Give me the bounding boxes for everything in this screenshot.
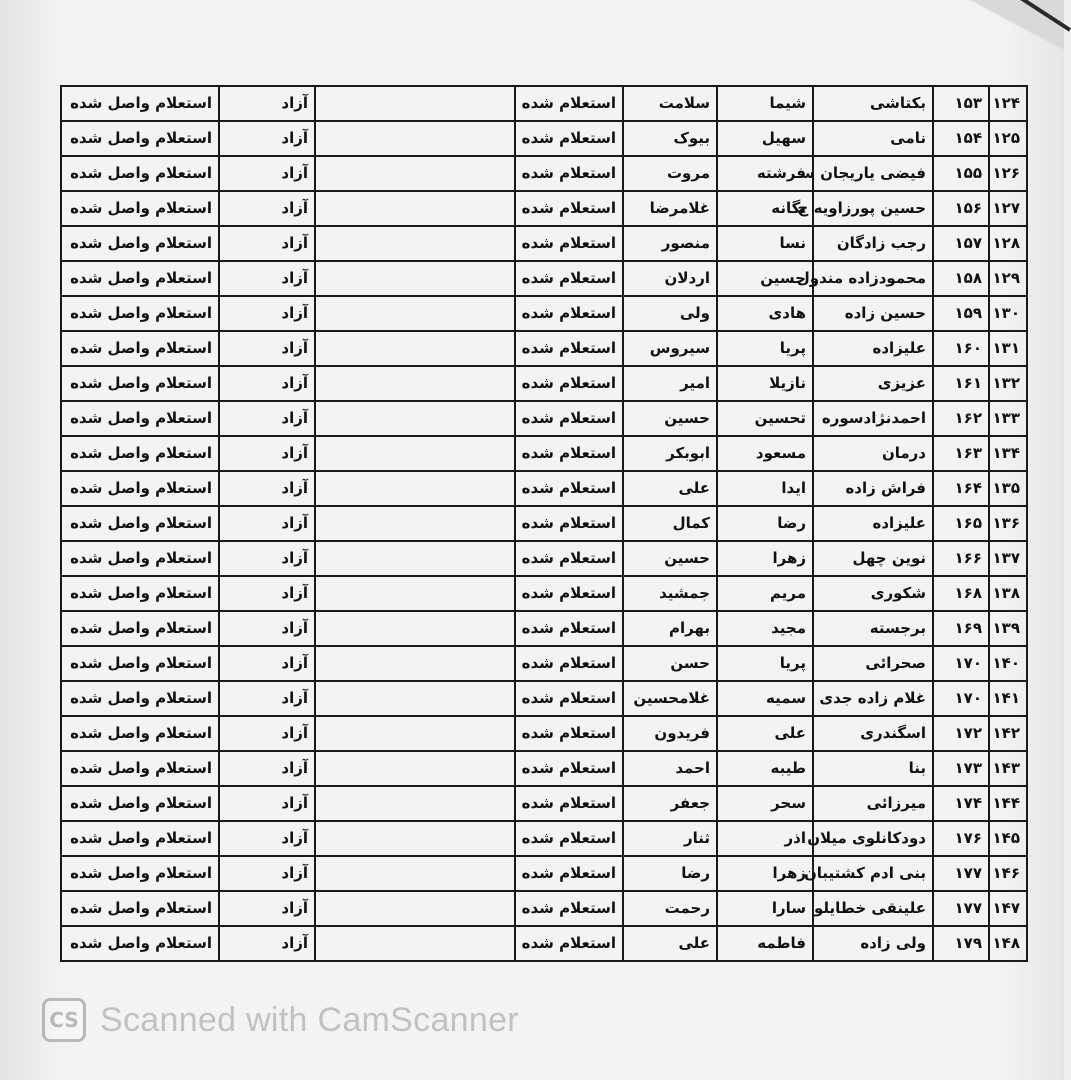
row-number-cell: ۱۲۴ xyxy=(989,86,1027,121)
result-cell: استعلام واصل شده xyxy=(61,156,219,191)
result-cell: استعلام واصل شده xyxy=(61,716,219,751)
status-cell: آزاد xyxy=(219,856,315,891)
table-row xyxy=(61,471,1027,506)
row-number-cell: ۱۴۵ xyxy=(989,821,1027,856)
remark-cell xyxy=(315,366,515,401)
row-number-cell: ۱۲۷ xyxy=(989,191,1027,226)
camscanner-logo-icon: CS xyxy=(42,998,86,1042)
last-name-cell: غلام زاده جدی xyxy=(813,681,933,716)
remark-cell xyxy=(315,541,515,576)
row-number-cell: ۱۴۷ xyxy=(989,891,1027,926)
row-number-cell: ۱۴۱ xyxy=(989,681,1027,716)
result-cell: استعلام واصل شده xyxy=(61,226,219,261)
row-number-cell: ۱۲۶ xyxy=(989,156,1027,191)
result-cell: استعلام واصل شده xyxy=(61,541,219,576)
last-name-cell: صحرائی xyxy=(813,646,933,681)
first-name-cell: حسین xyxy=(717,261,813,296)
inquiry-cell: استعلام شده xyxy=(515,191,623,226)
result-cell: استعلام واصل شده xyxy=(61,751,219,786)
id-cell: ۱۷۷ xyxy=(933,891,989,926)
result-cell: استعلام واصل شده xyxy=(61,681,219,716)
result-cell: استعلام واصل شده xyxy=(61,86,219,121)
row-number-cell: ۱۲۸ xyxy=(989,226,1027,261)
father-name-cell: ابوبکر xyxy=(623,436,717,471)
status-cell: آزاد xyxy=(219,821,315,856)
father-name-cell: کمال xyxy=(623,506,717,541)
last-name-cell: بکتاشی xyxy=(813,86,933,121)
first-name-cell: مجید xyxy=(717,611,813,646)
father-name-cell: بیوک xyxy=(623,121,717,156)
result-cell: استعلام واصل شده xyxy=(61,191,219,226)
table-row xyxy=(61,506,1027,541)
father-name-cell: جمشید xyxy=(623,576,717,611)
id-cell: ۱۵۹ xyxy=(933,296,989,331)
remark-cell xyxy=(315,261,515,296)
remark-cell xyxy=(315,296,515,331)
id-cell: ۱۵۵ xyxy=(933,156,989,191)
status-cell: آزاد xyxy=(219,716,315,751)
status-cell: آزاد xyxy=(219,541,315,576)
first-name-cell: ایدا xyxy=(717,471,813,506)
id-cell: ۱۷۲ xyxy=(933,716,989,751)
first-name-cell: سمیه xyxy=(717,681,813,716)
row-number-cell: ۱۳۹ xyxy=(989,611,1027,646)
status-cell: آزاد xyxy=(219,261,315,296)
inquiry-cell: استعلام شده xyxy=(515,821,623,856)
last-name-cell: بنی ادم کشتیبان xyxy=(813,856,933,891)
remark-cell xyxy=(315,751,515,786)
inquiry-cell: استعلام شده xyxy=(515,156,623,191)
row-number-cell: ۱۳۲ xyxy=(989,366,1027,401)
table-row xyxy=(61,856,1027,891)
father-name-cell: منصور xyxy=(623,226,717,261)
last-name-cell: نوین چهل xyxy=(813,541,933,576)
first-name-cell: رضا xyxy=(717,506,813,541)
table-row xyxy=(61,436,1027,471)
inquiry-cell: استعلام شده xyxy=(515,926,623,961)
last-name-cell: احمدنژادسوره xyxy=(813,401,933,436)
father-name-cell: علی xyxy=(623,926,717,961)
remark-cell xyxy=(315,821,515,856)
last-name-cell: محمودزاده مندول xyxy=(813,261,933,296)
first-name-cell: زهرا xyxy=(717,541,813,576)
first-name-cell: اذر xyxy=(717,821,813,856)
inquiry-cell: استعلام شده xyxy=(515,646,623,681)
inquiry-cell: استعلام شده xyxy=(515,506,623,541)
inquiry-cell: استعلام شده xyxy=(515,331,623,366)
first-name-cell: علی xyxy=(717,716,813,751)
father-name-cell: رضا xyxy=(623,856,717,891)
row-number-cell: ۱۳۳ xyxy=(989,401,1027,436)
id-cell: ۱۶۶ xyxy=(933,541,989,576)
first-name-cell: تحسین xyxy=(717,401,813,436)
page-corner-fold xyxy=(954,0,1064,70)
remark-cell xyxy=(315,401,515,436)
inquiry-cell: استعلام شده xyxy=(515,226,623,261)
inquiry-cell: استعلام شده xyxy=(515,856,623,891)
father-name-cell: حسین xyxy=(623,401,717,436)
first-name-cell: مریم xyxy=(717,576,813,611)
row-number-cell: ۱۳۱ xyxy=(989,331,1027,366)
id-cell: ۱۷۶ xyxy=(933,821,989,856)
status-cell: آزاد xyxy=(219,751,315,786)
first-name-cell: فاطمه xyxy=(717,926,813,961)
first-name-cell: یگانه xyxy=(717,191,813,226)
roster-table xyxy=(60,85,1028,962)
result-cell: استعلام واصل شده xyxy=(61,331,219,366)
table-row xyxy=(61,926,1027,961)
father-name-cell: رحمت xyxy=(623,891,717,926)
father-name-cell: بهرام xyxy=(623,611,717,646)
inquiry-cell: استعلام شده xyxy=(515,611,623,646)
father-name-cell: مروت xyxy=(623,156,717,191)
last-name-cell: حسین زاده xyxy=(813,296,933,331)
first-name-cell: مسعود xyxy=(717,436,813,471)
last-name-cell: بنا xyxy=(813,751,933,786)
remark-cell xyxy=(315,646,515,681)
first-name-cell: پریا xyxy=(717,331,813,366)
id-cell: ۱۶۳ xyxy=(933,436,989,471)
result-cell: استعلام واصل شده xyxy=(61,401,219,436)
inquiry-cell: استعلام شده xyxy=(515,576,623,611)
remark-cell xyxy=(315,226,515,261)
table-row xyxy=(61,751,1027,786)
last-name-cell: برجسته xyxy=(813,611,933,646)
first-name-cell: سارا xyxy=(717,891,813,926)
status-cell: آزاد xyxy=(219,226,315,261)
status-cell: آزاد xyxy=(219,681,315,716)
inquiry-cell: استعلام شده xyxy=(515,716,623,751)
remark-cell xyxy=(315,786,515,821)
inquiry-cell: استعلام شده xyxy=(515,261,623,296)
status-cell: آزاد xyxy=(219,611,315,646)
status-cell: آزاد xyxy=(219,576,315,611)
table-row xyxy=(61,261,1027,296)
father-name-cell: سلامت xyxy=(623,86,717,121)
result-cell: استعلام واصل شده xyxy=(61,786,219,821)
father-name-cell: اردلان xyxy=(623,261,717,296)
table-row xyxy=(61,716,1027,751)
table-row xyxy=(61,681,1027,716)
first-name-cell: شیما xyxy=(717,86,813,121)
table-row xyxy=(61,331,1027,366)
status-cell: آزاد xyxy=(219,86,315,121)
id-cell: ۱۵۷ xyxy=(933,226,989,261)
id-cell: ۱۶۸ xyxy=(933,576,989,611)
status-cell: آزاد xyxy=(219,506,315,541)
camscanner-watermark xyxy=(42,996,519,1044)
result-cell: استعلام واصل شده xyxy=(61,261,219,296)
inquiry-cell: استعلام شده xyxy=(515,296,623,331)
status-cell: آزاد xyxy=(219,891,315,926)
inquiry-cell: استعلام شده xyxy=(515,786,623,821)
row-number-cell: ۱۴۲ xyxy=(989,716,1027,751)
result-cell: استعلام واصل شده xyxy=(61,646,219,681)
roster-body xyxy=(61,86,1027,961)
id-cell: ۱۵۴ xyxy=(933,121,989,156)
first-name-cell: پریا xyxy=(717,646,813,681)
remark-cell xyxy=(315,191,515,226)
id-cell: ۱۷۷ xyxy=(933,856,989,891)
table-row xyxy=(61,576,1027,611)
row-number-cell: ۱۳۶ xyxy=(989,506,1027,541)
first-name-cell: سهیل xyxy=(717,121,813,156)
last-name-cell: دودکانلوی میلان xyxy=(813,821,933,856)
last-name-cell: میرزائی xyxy=(813,786,933,821)
table-row xyxy=(61,786,1027,821)
row-number-cell: ۱۳۸ xyxy=(989,576,1027,611)
result-cell: استعلام واصل شده xyxy=(61,506,219,541)
table-row xyxy=(61,366,1027,401)
remark-cell xyxy=(315,156,515,191)
row-number-cell: ۱۳۴ xyxy=(989,436,1027,471)
inquiry-cell: استعلام شده xyxy=(515,366,623,401)
first-name-cell: طیبه xyxy=(717,751,813,786)
result-cell: استعلام واصل شده xyxy=(61,121,219,156)
row-number-cell: ۱۳۰ xyxy=(989,296,1027,331)
row-number-cell: ۱۴۰ xyxy=(989,646,1027,681)
inquiry-cell: استعلام شده xyxy=(515,751,623,786)
remark-cell xyxy=(315,926,515,961)
result-cell: استعلام واصل شده xyxy=(61,821,219,856)
father-name-cell: غلامحسین xyxy=(623,681,717,716)
remark-cell xyxy=(315,576,515,611)
status-cell: آزاد xyxy=(219,436,315,471)
table-row xyxy=(61,86,1027,121)
table-row xyxy=(61,226,1027,261)
first-name-cell: سحر xyxy=(717,786,813,821)
id-cell: ۱۷۹ xyxy=(933,926,989,961)
table-row xyxy=(61,191,1027,226)
last-name-cell: علیزاده xyxy=(813,331,933,366)
inquiry-cell: استعلام شده xyxy=(515,541,623,576)
inquiry-cell: استعلام شده xyxy=(515,121,623,156)
father-name-cell: ثنار xyxy=(623,821,717,856)
inquiry-cell: استعلام شده xyxy=(515,681,623,716)
status-cell: آزاد xyxy=(219,191,315,226)
remark-cell xyxy=(315,331,515,366)
first-name-cell: نازیلا xyxy=(717,366,813,401)
father-name-cell: حسین xyxy=(623,541,717,576)
inquiry-cell: استعلام شده xyxy=(515,401,623,436)
result-cell: استعلام واصل شده xyxy=(61,611,219,646)
father-name-cell: امیر xyxy=(623,366,717,401)
row-number-cell: ۱۳۵ xyxy=(989,471,1027,506)
last-name-cell: ولی زاده xyxy=(813,926,933,961)
last-name-cell: علیزاده xyxy=(813,506,933,541)
status-cell: آزاد xyxy=(219,366,315,401)
status-cell: آزاد xyxy=(219,121,315,156)
status-cell: آزاد xyxy=(219,786,315,821)
result-cell: استعلام واصل شده xyxy=(61,366,219,401)
remark-cell xyxy=(315,681,515,716)
row-number-cell: ۱۴۶ xyxy=(989,856,1027,891)
result-cell: استعلام واصل شده xyxy=(61,576,219,611)
last-name-cell: شکوری xyxy=(813,576,933,611)
father-name-cell: حسن xyxy=(623,646,717,681)
father-name-cell: ولی xyxy=(623,296,717,331)
status-cell: آزاد xyxy=(219,156,315,191)
row-number-cell: ۱۴۳ xyxy=(989,751,1027,786)
result-cell: استعلام واصل شده xyxy=(61,436,219,471)
status-cell: آزاد xyxy=(219,331,315,366)
remark-cell xyxy=(315,506,515,541)
remark-cell xyxy=(315,716,515,751)
id-cell: ۱۷۰ xyxy=(933,681,989,716)
row-number-cell: ۱۲۹ xyxy=(989,261,1027,296)
remark-cell xyxy=(315,471,515,506)
id-cell: ۱۵۸ xyxy=(933,261,989,296)
last-name-cell: حسین پورزاویه ج xyxy=(813,191,933,226)
id-cell: ۱۶۴ xyxy=(933,471,989,506)
remark-cell xyxy=(315,86,515,121)
last-name-cell: عزیزی xyxy=(813,366,933,401)
table-row xyxy=(61,646,1027,681)
row-number-cell: ۱۳۷ xyxy=(989,541,1027,576)
status-cell: آزاد xyxy=(219,401,315,436)
result-cell: استعلام واصل شده xyxy=(61,296,219,331)
table-row xyxy=(61,611,1027,646)
remark-cell xyxy=(315,891,515,926)
father-name-cell: فریدون xyxy=(623,716,717,751)
id-cell: ۱۶۰ xyxy=(933,331,989,366)
id-cell: ۱۶۲ xyxy=(933,401,989,436)
inquiry-cell: استعلام شده xyxy=(515,471,623,506)
father-name-cell: جعفر xyxy=(623,786,717,821)
father-name-cell: علی xyxy=(623,471,717,506)
status-cell: آزاد xyxy=(219,296,315,331)
table-row xyxy=(61,401,1027,436)
row-number-cell: ۱۴۴ xyxy=(989,786,1027,821)
id-cell: ۱۷۴ xyxy=(933,786,989,821)
remark-cell xyxy=(315,436,515,471)
table-row xyxy=(61,821,1027,856)
first-name-cell: زهرا xyxy=(717,856,813,891)
father-name-cell: سیروس xyxy=(623,331,717,366)
first-name-cell: فرشته xyxy=(717,156,813,191)
last-name-cell: فراش زاده xyxy=(813,471,933,506)
remark-cell xyxy=(315,611,515,646)
table-row xyxy=(61,156,1027,191)
last-name-cell: رجب زادگان xyxy=(813,226,933,261)
result-cell: استعلام واصل شده xyxy=(61,891,219,926)
result-cell: استعلام واصل شده xyxy=(61,471,219,506)
table-row xyxy=(61,891,1027,926)
remark-cell xyxy=(315,856,515,891)
status-cell: آزاد xyxy=(219,646,315,681)
id-cell: ۱۵۳ xyxy=(933,86,989,121)
father-name-cell: غلامرضا xyxy=(623,191,717,226)
last-name-cell: اسگندری xyxy=(813,716,933,751)
remark-cell xyxy=(315,121,515,156)
last-name-cell: نامی xyxy=(813,121,933,156)
id-cell: ۱۵۶ xyxy=(933,191,989,226)
table-row xyxy=(61,296,1027,331)
first-name-cell: نسا xyxy=(717,226,813,261)
inquiry-cell: استعلام شده xyxy=(515,86,623,121)
last-name-cell: درمان xyxy=(813,436,933,471)
inquiry-cell: استعلام شده xyxy=(515,891,623,926)
result-cell: استعلام واصل شده xyxy=(61,926,219,961)
id-cell: ۱۶۹ xyxy=(933,611,989,646)
last-name-cell: علینقی خطایلو xyxy=(813,891,933,926)
status-cell: آزاد xyxy=(219,471,315,506)
id-cell: ۱۶۵ xyxy=(933,506,989,541)
row-number-cell: ۱۲۵ xyxy=(989,121,1027,156)
result-cell: استعلام واصل شده xyxy=(61,856,219,891)
row-number-cell: ۱۴۸ xyxy=(989,926,1027,961)
table-row xyxy=(61,541,1027,576)
father-name-cell: احمد xyxy=(623,751,717,786)
status-cell: آزاد xyxy=(219,926,315,961)
first-name-cell: هادی xyxy=(717,296,813,331)
id-cell: ۱۷۰ xyxy=(933,646,989,681)
table-row xyxy=(61,121,1027,156)
watermark-text: Scanned with CamScanner xyxy=(100,1000,519,1039)
last-name-cell: فیضی یاریجان سـ xyxy=(813,156,933,191)
id-cell: ۱۶۱ xyxy=(933,366,989,401)
inquiry-cell: استعلام شده xyxy=(515,436,623,471)
id-cell: ۱۷۳ xyxy=(933,751,989,786)
